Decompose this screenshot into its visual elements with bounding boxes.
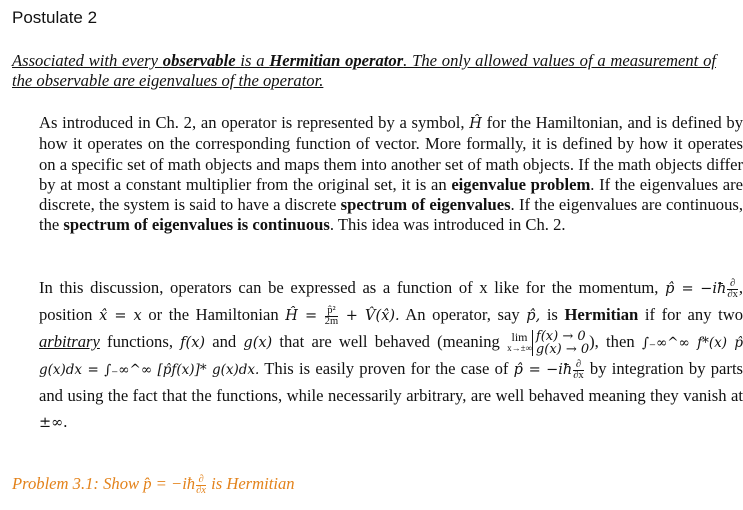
math: −iħ xyxy=(700,281,727,297)
f-limit: f(x) → 0 xyxy=(535,329,586,345)
problem-label: Problem 3.1: Show xyxy=(12,474,144,493)
text: As introduced in Ch. 2, an operator is represented by a symbol, xyxy=(39,113,470,132)
problem-math: p̂ = −iħ xyxy=(143,474,196,493)
partial-derivative xyxy=(727,279,737,300)
math: f(x) xyxy=(180,335,206,351)
limit-expression xyxy=(507,332,532,354)
text: An operator, say xyxy=(399,305,527,324)
problem-tail: is Hermitian xyxy=(206,474,295,493)
postulate-text: Associated with every xyxy=(12,51,163,70)
text: . If the eigenvalues are continuous, the xyxy=(39,195,743,235)
hamiltonian-operator: Ĥ = xyxy=(285,308,318,324)
hermitian-term: Hermitian xyxy=(564,305,639,324)
limit-bracket xyxy=(532,330,589,356)
plus-minus-infinity: ±∞ xyxy=(39,415,64,432)
math: −iħ xyxy=(546,362,573,379)
text: for the Hamiltonian, and is defined by how it operates on the corresponding function of vector. More formally, it is defined by how it operates on a specific set of math objects and maps them into another set of math objects. If the math objects differ by at most a constant multiplier from the original set, it is an xyxy=(39,113,743,194)
math: p̂ = xyxy=(513,362,541,379)
text: that are well behaved (meaning xyxy=(272,332,508,351)
text: is xyxy=(540,305,565,324)
observable-term: observable xyxy=(162,51,236,70)
numerator: ∂ xyxy=(196,475,206,486)
momentum-operator: p̂ = xyxy=(665,281,694,297)
hamiltonian-symbol: Ĥ xyxy=(469,116,482,132)
problem-statement xyxy=(12,474,295,496)
math: g(x) xyxy=(243,335,273,351)
postulate-statement xyxy=(12,51,716,91)
partial-derivative xyxy=(573,360,583,381)
text: and xyxy=(205,332,244,351)
text: . This idea was introduced in Ch. 2. xyxy=(329,215,566,235)
postulate-text: . The only allowed values of a measurement of the observable are eigenvalues of the operator. xyxy=(12,51,716,90)
text: . If the eigenvalues are discrete, the system is said to have a discrete xyxy=(39,174,743,215)
text: or the Hamiltonian xyxy=(141,305,286,324)
text: then xyxy=(606,332,642,351)
text: , position xyxy=(39,278,743,324)
numerator: ∂ xyxy=(727,279,737,290)
position-operator: x̂ = x xyxy=(99,308,142,324)
lim-subscript: x→±∞ xyxy=(507,343,532,354)
text: by integration by parts and using the fact that the functions, while necessarily arbitrary, are well behaved meaning they vanish at xyxy=(39,359,743,406)
partial-derivative xyxy=(196,475,206,496)
hermitian-integral: ∫₋∞^∞ f*(x) p̂ g(x)dx = ∫₋∞^∞ [p̂f(x)]* g(x)dx. xyxy=(39,335,743,379)
eigenvalue-problem-term: eigenvalue problem xyxy=(451,174,591,194)
text: functions, xyxy=(99,332,181,351)
text: In this discussion, operators can be expressed as a function of x like for the momentum, xyxy=(39,278,666,297)
lim: lim xyxy=(511,330,528,345)
postulate-text: is a xyxy=(235,51,270,70)
denominator: ∂x xyxy=(727,288,738,300)
paragraph-hermitian xyxy=(12,275,743,436)
potential-term: + V̂(x̂). xyxy=(345,308,400,324)
hermitian-operator-term: Hermitian operator xyxy=(269,51,404,70)
postulate-title: Postulate 2 xyxy=(12,8,98,27)
denominator: ∂x xyxy=(196,484,206,496)
paragraph-operators xyxy=(12,113,743,236)
kinetic-term xyxy=(325,306,338,327)
text: if for any two xyxy=(638,305,743,324)
numerator: ∂ xyxy=(573,360,583,371)
continuous-spectrum-term: spectrum of eigenvalues is continuous xyxy=(63,215,330,235)
arbitrary-term: arbitrary xyxy=(39,332,100,351)
text: . xyxy=(63,412,68,432)
denominator: ∂x xyxy=(573,369,584,381)
text: This is easily proven for the case of xyxy=(259,359,514,379)
denominator: 2m xyxy=(324,315,339,327)
text: ), xyxy=(589,332,599,351)
g-limit: g(x) → 0 xyxy=(535,342,590,358)
numerator: p̂² xyxy=(325,306,338,317)
math: p̂, xyxy=(526,308,541,324)
spectrum-term: spectrum of eigenvalues xyxy=(340,195,511,215)
